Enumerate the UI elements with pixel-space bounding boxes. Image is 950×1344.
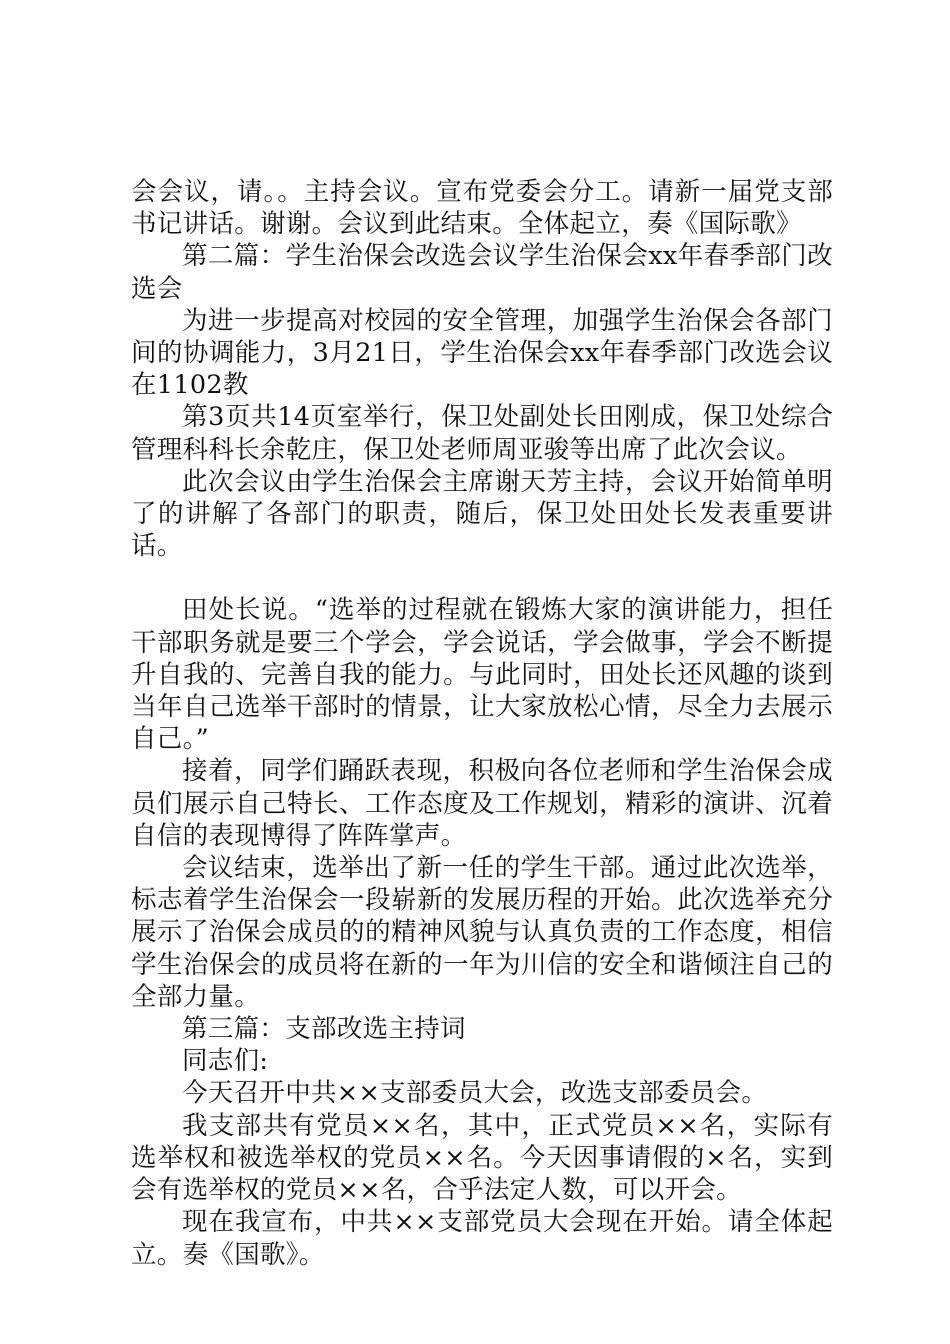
paragraph-conclusion: 会议结束，选举出了新一任的学生干部。通过此次选举，标志着学生治保会一段崭新的发展历程的开始。此次选举充分展示了治保会成员的的精神风貌与认真负责的工作态度，相信学生治保会的成员将在新的一年为川信的安全和谐倾注自己的全部力量。 [131, 853, 833, 1012]
paragraph-intro: 为进一步提高对校园的安全管理，加强学生治保会各部门间的协调能力，3月21日，学生治保会xx年春季部门改选会议在1102教 [131, 305, 833, 401]
section-heading-part-three: 第三篇：支部改选主持词 [182, 1014, 466, 1045]
blank-line [131, 562, 833, 594]
paragraph-host: 此次会议由学生治保会主席谢天芳主持，会议开始简单明了的讲解了各部门的职责，随后，保卫处田处长发表重要讲话。 [131, 466, 833, 562]
paragraph-students: 接着，同学们踊跃表现，积极向各位老师和学生治保会成员们展示自己特长、工作态度及工作规划，精彩的演讲、沉着自信的表现博得了阵阵掌声。 [131, 756, 833, 851]
paragraph-closing-meeting: 会会议，请。。主持会议。宣布党委会分工。请新一届党支部书记讲话。谢谢。会议到此结束。全体起立，奏《国际歌》 [131, 177, 833, 240]
document-body [131, 176, 833, 1271]
paragraph-announcement: 现在我宣布，中共××支部党员大会现在开始。请全体起立。奏《国歌》。 [131, 1207, 833, 1270]
salutation: 同志们: [182, 1046, 269, 1077]
paragraph-member-count: 我支部共有党员××名，其中，正式党员××名，实际有选举权和被选举权的党员××名。今天因事请假的×名，实到会有选举权的党员××名，合乎法定人数，可以开会。 [131, 1110, 833, 1206]
paragraph-attendees: 第3页共14页室举行，保卫处副处长田刚成，保卫处综合管理科科长余乾庄，保卫处老师周亚骏等出席了此次会议。 [131, 402, 833, 465]
paragraph-meeting-open: 今天召开中共××支部委员大会，改选支部委员会。 [182, 1078, 768, 1109]
paragraph-speech: 田处长说。“选举的过程就在锻炼大家的演讲能力，担任干部职务就是要三个学会，学会说话，学会做事，学会不断提升自我的、完善自我的能力。与此同时，田处长还风趣的谈到当年自己选举干部时的情景，让大家放松心情，尽全力去展示自己。” [131, 595, 833, 755]
section-heading-part-two: 第二篇：学生治保会改选会议学生治保会xx年春季部门改选会 [131, 241, 833, 304]
